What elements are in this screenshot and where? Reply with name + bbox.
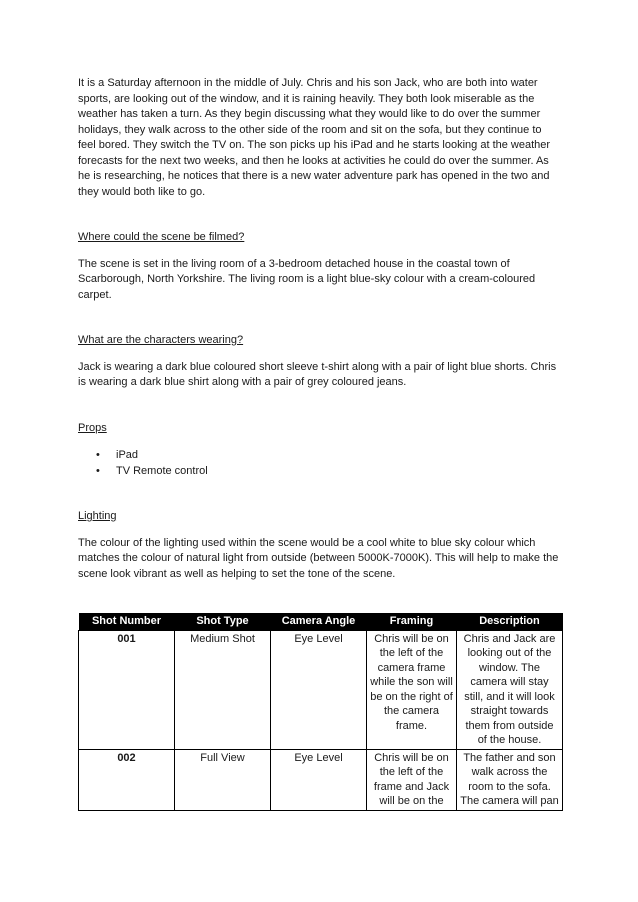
description-cell (457, 749, 563, 810)
document-body (78, 76, 562, 811)
cell-text: 002 (117, 751, 136, 764)
camera-angle-cell (271, 749, 367, 810)
table-row (79, 630, 563, 749)
column-header: Description (457, 613, 563, 630)
bullet-icon: • (96, 449, 100, 461)
shot-list-table (78, 613, 563, 811)
column-header: Shot Number (79, 613, 175, 630)
list-item (78, 463, 562, 479)
list-item (78, 447, 562, 463)
cell-text: Full View (200, 751, 245, 764)
column-header: Framing (367, 613, 457, 630)
shot-number-cell: 001 (79, 630, 175, 749)
props-item-label: TV Remote control (116, 465, 208, 477)
location-paragraph: The scene is set in the living room of a 3-bedroom detached house in the coastal town of Scarborough, North Yorkshire. The living room is a light blue-sky colour with a cream-coloured carpet. (78, 257, 536, 301)
costume-heading: What are the characters wearing? (78, 334, 244, 346)
cell-text: The father and son walk across the room to the sofa. The camera will pan (460, 751, 559, 807)
column-header: Shot Type (175, 613, 271, 630)
framing-cell: Chris will be on the left of the camera frame while the son will be on the right of the camera frame. (367, 630, 457, 749)
props-item-label: iPad (116, 449, 139, 461)
cell-text: Chris will be on the left of the frame and Jack will be on the (373, 751, 450, 807)
props-list (78, 447, 562, 479)
location-heading: Where could the scene be filmed? (78, 231, 245, 243)
column-header: Camera Angle (271, 613, 367, 630)
description-cell: Chris and Jack are looking out of the window. The camera will stay still, and it will look straight towards them from outside of the house. (457, 630, 563, 749)
props-heading: Props (78, 421, 107, 434)
camera-angle-cell: Eye Level (271, 630, 367, 749)
framing-cell (367, 749, 457, 810)
lighting-heading: Lighting (78, 510, 117, 522)
shot-number-cell (79, 749, 175, 810)
shot-type-cell: Medium Shot (175, 630, 271, 749)
table-row (79, 749, 563, 810)
table-header-row (79, 613, 563, 630)
shot-type-cell (175, 749, 271, 810)
bullet-icon: • (96, 465, 100, 477)
intro-paragraph: It is a Saturday afternoon in the middle of July. Chris and his son Jack, who are both into water sports, are looking out of the window, and it is raining heavily. They both look miserable as the weather has taken a turn. As they begin discussing what they would like to do over the summer holidays, they walk across to the other side of the room and sit on the sofa, but they continue to feel bored. They switch the TV on. The son picks up his iPad and he starts looking at the weather forecasts for the next two weeks, and then he looks at activities he could do over the summer. As he is researching, he notices that there is a new water adventure park has opened in the two and they would both like to go. (78, 77, 551, 198)
costume-paragraph: Jack is wearing a dark blue coloured short sleeve t-shirt along with a pair of light blue shorts. Chris is wearing a dark blue shirt along with a pair of grey coloured jeans. (78, 360, 557, 388)
cell-text: Eye Level (294, 751, 343, 764)
lighting-paragraph: The colour of the lighting used within the scene would be a cool white to blue sky colour which matches the colour of natural light from outside (between 5000K-7000K). This will help to make the scene look vibrant as well as helping to set the tone of the scene. (78, 536, 559, 580)
